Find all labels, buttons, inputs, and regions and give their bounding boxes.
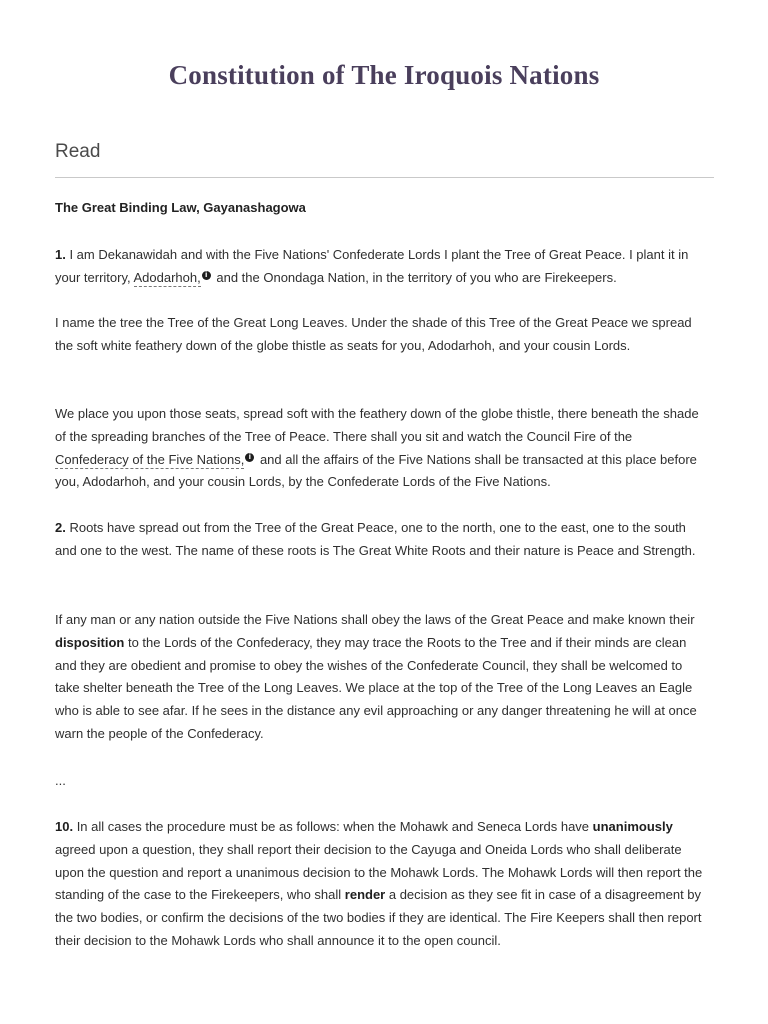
paragraph-4 [55,517,705,563]
paragraph-text: a decision as they see fit in case of a disagreement by the two bodies, or confirm the decisions of the two bodies if they are identical. The Fire Keepers shall then report their decision to the Mohawk Lords who shall announce it to the open council. [55,887,702,948]
paragraph-text: agreed upon a question, they shall report their decision to the Cayuga and Oneida Lords who shall deliberate upon the question and report a unanimous decision to the Mohawk Lords. The Mohawk Lords will then report the standing of the case to the Firekeepers, who shall [55,841,703,903]
paragraph-text: We place you upon those seats, spread soft with the feathery down of the globe thistle, there beneath the shade of the spreading branches of the Tree of Peace. There shall you sit and watch the Council Fire of the [55,406,699,444]
emphasis-term: render [344,887,386,903]
paragraph-3 [55,403,705,494]
glossary-term-confederacy[interactable]: Confederacy of the Five Nations, [55,451,245,467]
section-number: 2. [55,520,66,535]
paragraph-text: Roots have spread out from the Tree of the Great Peace, one to the north, one to the east, one to the south and one to the west. The name of these roots is The Great White Roots and their nature is Peace and Strength. [55,520,696,558]
section-divider [55,177,714,178]
info-icon[interactable]: i [202,271,211,280]
emphasis-term: unanimously [592,819,673,834]
paragraph-text: and the Onondaga Nation, in the territory of you who are Firekeepers. [212,269,617,285]
section-number: 1. [55,247,66,262]
ellipsis [55,770,705,793]
emphasis-term: disposition [55,634,125,650]
paragraph-text: If any man or any nation outside the Five Nations shall obey the laws of the Great Peace and make known their [55,612,695,627]
paragraph-text: I name the tree the Tree of the Great Long Leaves. Under the shade of this Tree of the Great Peace we spread the soft white feathery down of the globe thistle as seats for you, Adodarhoh, and your cousin Lords. [55,315,692,353]
paragraph-text: and all the affairs of the Five Nations shall be transacted at this place before you, Adodarhoh, and your cousin Lords, by the Confederate Lords of the Five Nations. [55,451,697,490]
paragraph-6 [55,816,705,953]
document-heading: The Great Binding Law, Gayanashagowa [55,200,306,215]
paragraph-text: I am Dekanawidah and with the Five Nations' Confederate Lords I plant the Tree of Great Peace. I plant it in your territory, [55,247,689,285]
paragraph-5 [55,609,705,746]
paragraph-text: In all cases the procedure must be as follows: when the Mohawk and Seneca Lords have [73,819,593,834]
paragraph-2 [55,312,705,358]
paragraph-text: to the Lords of the Confederacy, they may trace the Roots to the Tree and if their minds are clean and they are obedient and promise to obey the wishes of the Confederate Council, they shall be welcomed to take shelter beneath the Tree of the Long Leaves. We place at the top of the Tree of the Long Leaves an Eagle who is able to see afar. If he sees in the distance any evil approaching or any danger threatening he will at once warn the people of the Confederacy. [55,634,697,741]
section-number: 10. [55,819,74,834]
glossary-term-adodarhoh[interactable]: Adodarhoh, [133,269,201,285]
page-title: Constitution of The Iroquois Nations [168,60,600,90]
section-label-read: Read [55,141,101,162]
paragraph-1 [55,244,705,290]
info-icon[interactable]: i [245,453,254,462]
ellipsis-text: ... [55,773,66,788]
